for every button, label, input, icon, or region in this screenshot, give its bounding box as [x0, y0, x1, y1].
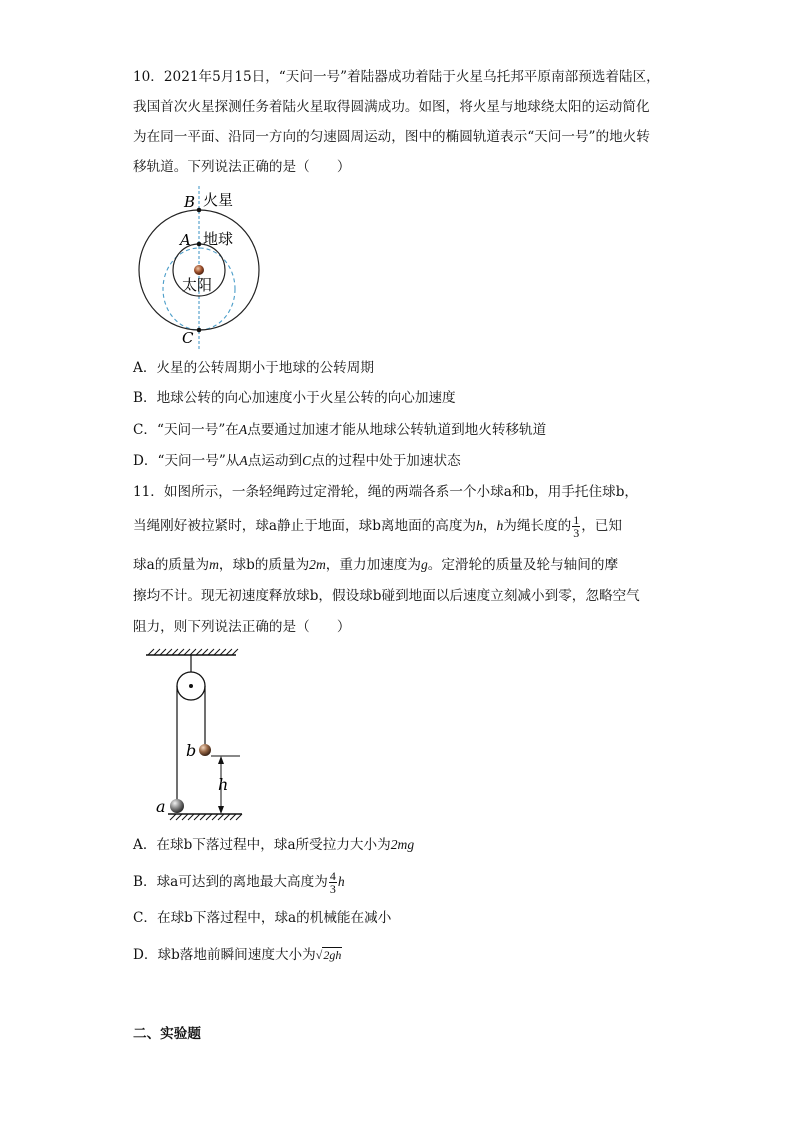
sun-icon	[194, 265, 204, 275]
point-b	[197, 208, 202, 213]
q10-line-3: 为在同一平面、沿同一方向的匀速圆周运动，图中的椭圆轨道表示“天问一号”的地火转	[133, 129, 650, 145]
q11-line-2-sep: ，	[482, 518, 497, 534]
point-a	[197, 242, 202, 247]
q11-line-2-pre: 当绳刚好被拉紧时，球a静止于地面，球b离地面的高度为	[133, 518, 477, 534]
q11-option-b-var: h	[337, 874, 345, 889]
section-title: 二、实验题	[133, 1026, 201, 1042]
q11-option-c: C．在球b下落过程中，球a的机械能在减小	[133, 910, 392, 926]
q11-line-2-h1: h	[476, 518, 483, 533]
q11-line-3-post: 。定滑轮的质量及轮与轴间的摩	[427, 557, 619, 573]
label-height: h	[218, 775, 229, 794]
q10-line-2: 我国首次火星探测任务着陆火星取得圆满成功。如图，将火星与地球绕太阳的运动简化	[133, 99, 650, 115]
q11-option-a-pre: A．在球b下落过程中，球a所受拉力大小为	[133, 837, 391, 853]
q10-line-1: 10．2021年5月15日，“天问一号”着陆器成功着陆于火星乌托邦平原南部预选着陆区，	[133, 69, 660, 85]
q10-option-c-pre: C．“天问一号”在	[133, 422, 239, 438]
q11-option-b	[133, 870, 345, 895]
q10-option-a: A．火星的公转周期小于地球的公转周期	[133, 360, 374, 376]
q11-fraction-den: 3	[573, 526, 580, 540]
q11-line-2-post: ，已知	[581, 518, 622, 534]
q10-option-d-mid: 点运动到	[247, 453, 303, 469]
q11-line-1: 11．如图所示，一条轻绳跨过定滑轮，绳的两端各系一个小球a和b，用手托住球b，	[133, 484, 638, 500]
q10-option-c-post: 点要通过加速才能从地球公转轨道到地火转移轨道	[247, 422, 547, 438]
pulley-axle	[189, 684, 193, 688]
q10-option-d	[133, 451, 461, 471]
label-c: C	[182, 329, 194, 347]
q10-option-d-post: 点的过程中处于加速状态	[311, 453, 461, 469]
q11-option-d-radicand: 2gh	[323, 948, 342, 962]
ceiling-hatch	[148, 649, 238, 655]
q10-option-d-var2: C	[302, 453, 312, 468]
pulley-diagram	[142, 646, 252, 826]
q11-option-d	[133, 945, 342, 965]
q10-option-b: B．地球公转的向心加速度小于火星公转的向心加速度	[133, 390, 456, 406]
q11-fraction-four-thirds	[329, 870, 337, 895]
q11-option-a	[133, 835, 414, 855]
q11-line-3-m: m	[209, 557, 219, 572]
q11-line-3-2m: 2m	[309, 557, 326, 572]
q11-line-3-pre: 球a的质量为	[133, 557, 210, 573]
ball-a	[170, 799, 184, 813]
height-arrow-down	[218, 806, 224, 814]
q11-option-d-sqrt	[316, 947, 343, 962]
sqrt-icon: √	[315, 948, 323, 962]
q10-line-4: 移轨道。下列说法正确的是（ ）	[133, 159, 351, 175]
q11-line-3-mid: ，球b的质量为	[218, 557, 310, 573]
q11-option-d-pre: D．球b落地前瞬间速度大小为	[133, 947, 316, 963]
q11-line-3-g: g	[420, 557, 428, 572]
q11-fraction-num: 1	[573, 513, 580, 527]
label-sun: 太阳	[182, 276, 213, 294]
q11-option-b-pre: B．球a可达到的离地最大高度为	[133, 874, 328, 890]
q11-line-4: 擦均不计。现无初速度释放球b，假设球b碰到地面以后速度立刻减小到零，忽略空气	[133, 588, 640, 604]
q10-option-c-var: A	[238, 422, 248, 437]
q10-option-d-var1: A	[239, 453, 248, 468]
label-a: A	[180, 231, 191, 249]
floor-hatch	[170, 814, 242, 820]
q11-line-3-mid2: ，重力加速度为	[325, 557, 421, 573]
q11-line-2-mid: 为绳长度的	[503, 518, 572, 534]
q11-option-b-num: 4	[329, 869, 336, 883]
label-ball-b: b	[186, 741, 197, 760]
label-mars: 火星	[203, 191, 234, 209]
q10-option-c	[133, 420, 546, 440]
q11-line-5: 阻力，则下列说法正确的是（ ）	[133, 619, 351, 635]
height-arrow-up	[218, 756, 224, 764]
q10-option-d-pre: D．“天问一号”从	[133, 453, 240, 469]
q11-option-b-den: 3	[329, 882, 336, 896]
q11-fraction-one-third	[572, 514, 580, 539]
q11-line-2	[133, 514, 622, 539]
ball-b	[199, 744, 211, 756]
orbit-diagram	[132, 186, 272, 352]
q11-option-a-val: 2mg	[390, 837, 415, 852]
q11-line-3	[133, 555, 618, 575]
label-earth: 地球	[203, 230, 234, 248]
label-ball-a: a	[156, 797, 166, 816]
q11-line-2-h2: h	[496, 518, 504, 533]
label-b: B	[184, 193, 196, 211]
point-c	[197, 328, 202, 333]
